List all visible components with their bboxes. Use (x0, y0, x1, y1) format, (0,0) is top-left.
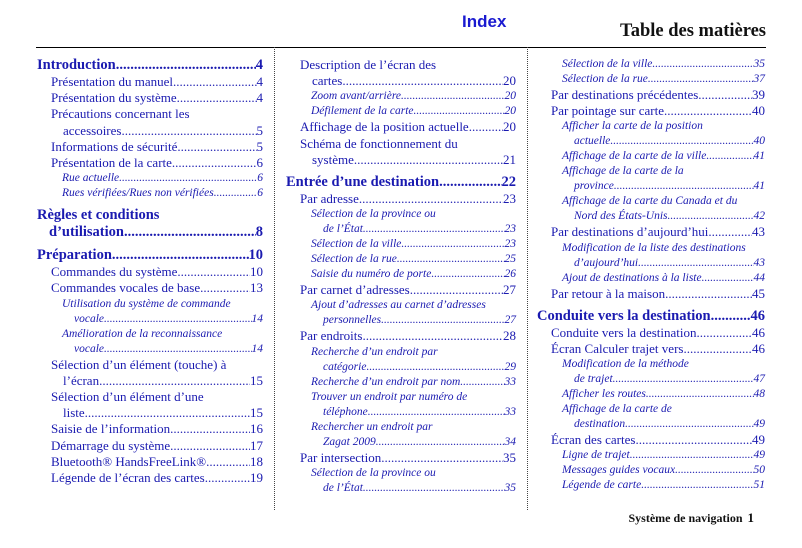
toc-entry[interactable] (37, 389, 263, 405)
toc-page-number: 27 (504, 314, 516, 327)
header-rule (36, 47, 766, 48)
toc-page-number: 27 (503, 282, 516, 298)
dot-leader (362, 328, 503, 344)
dot-leader (354, 152, 503, 168)
toc-subentry[interactable] (286, 298, 516, 313)
toc-entry-title: Saisie du numéro de porte (311, 268, 432, 281)
toc-entry[interactable] (537, 286, 765, 302)
toc-page-number: 14 (251, 342, 263, 355)
dot-leader (675, 463, 753, 478)
toc-entry[interactable] (537, 224, 765, 240)
toc-subentry[interactable] (537, 448, 765, 463)
toc-entry-title: province (574, 180, 614, 193)
toc-entry-title: Rues vérifiées/Rues non vérifiées (62, 187, 214, 200)
dot-leader (368, 405, 505, 420)
toc-entry-title: Par destinations précédentes (551, 87, 699, 102)
toc-subentry[interactable] (537, 256, 765, 271)
toc-entry-title: Zoom avant/arrière (311, 90, 401, 103)
dot-leader (641, 478, 753, 493)
toc-subentry[interactable] (537, 149, 765, 164)
page-title: Table des matières (620, 21, 766, 41)
dot-leader (170, 438, 250, 454)
toc-subentry[interactable] (286, 207, 516, 222)
toc-entry-title: Règles et conditions (37, 207, 160, 224)
toc-subentry[interactable] (537, 357, 765, 372)
toc-entry-title: Affichage de la position actuelle (300, 119, 469, 135)
toc-entry-title: Afficher la carte de la position (562, 120, 703, 133)
dot-leader (214, 186, 258, 201)
toc-subentry[interactable] (37, 171, 263, 186)
toc-page-number: 46 (752, 324, 765, 340)
toc-page-number: 41 (753, 180, 765, 193)
toc-entry[interactable] (537, 432, 765, 448)
toc-entry[interactable] (286, 73, 516, 89)
dot-leader (124, 224, 256, 241)
toc-entry-title: Conduite vers la destination (551, 324, 697, 340)
toc-subentry[interactable] (537, 57, 765, 72)
dot-leader (614, 179, 754, 194)
toc-section-heading[interactable] (537, 308, 765, 325)
toc-page-number: 5 (256, 138, 263, 154)
dot-leader (460, 375, 504, 390)
dot-leader (683, 341, 752, 357)
toc-subentry[interactable] (537, 271, 765, 286)
toc-entry[interactable] (537, 103, 765, 119)
toc-entry-title: Schéma de fonctionnement du (300, 135, 458, 151)
toc-subentry[interactable] (286, 222, 516, 237)
dot-leader (646, 387, 754, 402)
toc-page-number: 10 (248, 247, 263, 264)
toc-entry[interactable] (286, 282, 516, 298)
dot-leader (172, 155, 257, 171)
toc-page-number: 20 (503, 73, 516, 89)
toc-entry-title: Conduite vers la destination (537, 307, 711, 324)
toc-subentry[interactable] (537, 179, 765, 194)
toc-entry-title: actuelle (574, 135, 611, 148)
toc-entry-title: de trajet (574, 373, 613, 386)
toc-section-heading[interactable] (37, 224, 263, 241)
dot-leader (414, 104, 505, 119)
toc-page-number: 17 (250, 437, 263, 453)
toc-subentry[interactable] (537, 72, 765, 87)
toc-subentry[interactable] (37, 297, 263, 312)
toc-entry-title: Commandes vocales de base (51, 280, 201, 296)
toc-page-number: 28 (503, 328, 516, 344)
toc-subentry[interactable] (286, 375, 516, 390)
toc-entry-title: Amélioration de la reconnaissance (62, 327, 223, 340)
dot-leader (342, 73, 503, 89)
toc-page-number: 39 (752, 87, 765, 102)
toc-entry[interactable] (286, 57, 516, 73)
toc-page-number: 51 (753, 479, 765, 492)
toc-page-number: 15 (250, 405, 263, 421)
toc-page-number: 50 (753, 464, 765, 477)
toc-entry[interactable] (37, 357, 263, 373)
toc-entry-title: Modification de la méthode (562, 358, 689, 371)
toc-entry-title: Écran des cartes (551, 432, 636, 448)
dot-leader (363, 222, 505, 237)
toc-subentry[interactable] (537, 119, 765, 134)
toc-page-number: 10 (250, 264, 263, 280)
footer (629, 510, 755, 526)
toc-subentry[interactable] (286, 466, 516, 481)
toc-entry-title: d’aujourd’hui (574, 256, 639, 269)
toc-entry-title: catégorie (323, 360, 367, 373)
toc-page-number: 4 (256, 90, 263, 106)
toc-entry[interactable] (37, 90, 263, 106)
toc-subentry[interactable] (37, 327, 263, 342)
toc-entry[interactable] (286, 450, 516, 466)
toc-column-2 (286, 57, 516, 496)
dot-leader (381, 450, 503, 466)
toc-entry-title: Recherche d’un endroit par nom (311, 375, 461, 388)
toc-entry[interactable] (286, 328, 516, 344)
toc-subentry[interactable] (537, 134, 765, 149)
toc-page-number: 20 (504, 105, 516, 118)
dot-leader (177, 264, 250, 280)
toc-section-heading[interactable] (37, 207, 263, 224)
toc-subentry[interactable] (537, 194, 765, 209)
toc-entry-title: Commandes du système (51, 264, 178, 280)
toc-entry[interactable] (37, 438, 263, 454)
toc-column-1 (37, 57, 263, 486)
toc-entry-title: Bluetooth® HandsFreeLink® (51, 453, 207, 469)
toc-entry-title: Sélection de la rue (562, 73, 648, 85)
toc-page-number: 20 (503, 119, 516, 135)
toc-page-number: 19 (250, 470, 263, 486)
toc-page-number: 37 (753, 73, 765, 85)
dot-leader (363, 481, 505, 496)
column-divider (274, 47, 275, 510)
toc-subentry[interactable] (537, 164, 765, 179)
toc-page-number: 46 (752, 341, 765, 357)
toc-subentry[interactable] (537, 372, 765, 387)
toc-entry-title: téléphone (323, 405, 368, 418)
toc-entry-title: Recherche d’un endroit par (311, 345, 438, 358)
dot-leader (116, 57, 256, 74)
toc-subentry[interactable] (286, 237, 516, 252)
toc-entry-title: Préparation (37, 247, 112, 264)
dot-leader (613, 372, 754, 387)
toc-entry-title: Trouver un endroit par numéro de (311, 390, 468, 403)
toc-entry-title: Sélection de la ville (311, 238, 402, 251)
toc-entry[interactable] (37, 405, 263, 421)
toc-subentry[interactable] (537, 402, 765, 417)
toc-entry-title: Informations de sécurité (51, 138, 178, 154)
dot-leader (635, 432, 752, 448)
dot-leader (381, 313, 504, 328)
toc-entry-title: Entrée d’une destination (286, 174, 440, 191)
toc-entry-title: vocale (74, 312, 105, 325)
toc-entry-title: Description de l’écran des (300, 57, 437, 72)
toc-page-number: 23 (503, 191, 516, 207)
dot-leader (119, 171, 257, 186)
toc-page-number: 25 (504, 253, 516, 266)
toc-entry-title: Sélection de la province ou (311, 208, 436, 221)
dot-leader (469, 119, 503, 135)
toc-entry-title: Par carnet d’adresses (300, 282, 410, 298)
toc-entry-title: Saisie de l’information (51, 421, 171, 437)
toc-entry-title: de l’État (323, 481, 363, 494)
dot-leader (668, 209, 754, 224)
toc-entry-title: Par pointage sur carte (551, 103, 664, 119)
toc-entry[interactable] (537, 87, 765, 103)
toc-entry-title: Défilement de la carte (311, 105, 414, 118)
toc-entry-title: Zagat 2009 (323, 435, 376, 448)
dot-leader (177, 139, 256, 155)
toc-page-number: 8 (255, 224, 263, 241)
toc-page-number: 48 (753, 388, 765, 401)
toc-page-number: 43 (753, 256, 765, 269)
toc-entry[interactable] (37, 123, 263, 139)
toc-entry[interactable] (286, 191, 516, 207)
page-number: 1 (747, 510, 754, 525)
toc-entry-title: destination (574, 418, 626, 431)
toc-subentry[interactable] (37, 312, 263, 327)
toc-page-number: 49 (753, 449, 765, 462)
toc-page-number: 13 (250, 280, 263, 296)
dot-leader (401, 89, 505, 104)
toc-page-number: 26 (504, 268, 516, 281)
toc-entry-title: d’utilisation (49, 224, 124, 241)
dot-leader (630, 448, 754, 463)
toc-page-number: 4 (256, 74, 263, 89)
toc-subentry[interactable] (286, 252, 516, 267)
toc-entry-title: Par endroits (300, 328, 363, 344)
toc-page-number: 16 (250, 421, 263, 437)
dot-leader (665, 286, 752, 302)
toc-page-number: 47 (753, 373, 765, 386)
toc-entry-title: Affichage de la carte de la ville (562, 150, 707, 163)
toc-entry-title: Par destinations d’aujourd’hui (551, 224, 709, 240)
toc-page-number: 33 (504, 405, 516, 418)
toc-entry-title: Présentation de la carte (51, 155, 172, 171)
dot-leader (397, 252, 505, 267)
toc-entry[interactable] (37, 106, 263, 122)
toc-page-number: 34 (504, 435, 516, 448)
toc-subentry[interactable] (537, 463, 765, 478)
dot-leader (697, 325, 752, 341)
dot-leader (401, 237, 504, 252)
toc-entry-title: Affichage de la carte de (562, 403, 672, 416)
toc-page-number: 40 (752, 103, 765, 119)
toc-page-number: 23 (504, 238, 516, 251)
toc-entry[interactable] (37, 280, 263, 296)
toc-subentry[interactable] (286, 89, 516, 104)
index-link[interactable]: Index (462, 12, 507, 31)
toc-page-number: 14 (251, 312, 263, 325)
dot-leader (625, 417, 753, 432)
toc-entry[interactable] (537, 341, 765, 357)
toc-entry-title: Modification de la liste des destinations (562, 241, 746, 254)
toc-page-number: 6 (257, 172, 263, 185)
toc-entry-title: Rechercher un endroit par (311, 420, 433, 433)
toc-entry-title: Par intersection (300, 449, 382, 465)
toc-page-number: 41 (753, 150, 765, 163)
toc-subentry[interactable] (286, 435, 516, 450)
toc-entry-title: Ajout de destinations à la liste (562, 271, 702, 284)
dot-leader (431, 267, 504, 282)
dot-leader (706, 149, 753, 164)
toc-entry-title: Sélection d’un élément d’une (51, 389, 204, 405)
toc-page-number: 21 (503, 151, 516, 167)
toc-page-number: 6 (257, 187, 263, 200)
toc-entry-title: Démarrage du système (51, 437, 171, 453)
dot-leader (698, 87, 752, 103)
toc-subentry[interactable] (537, 241, 765, 256)
footer-label: Système de navigation (628, 511, 743, 525)
toc-entry[interactable] (286, 136, 516, 152)
toc-page-number: 49 (753, 418, 765, 431)
toc-page-number: 35 (503, 449, 516, 465)
toc-entry-title: Messages guides vocaux (562, 464, 676, 477)
toc-entry-title: Sélection d’un élément (touche) à (51, 356, 227, 372)
toc-subentry[interactable] (286, 345, 516, 360)
toc-page-number: 49 (752, 432, 765, 448)
dot-leader (170, 421, 250, 437)
toc-subentry[interactable] (286, 390, 516, 405)
toc-page-number: 43 (752, 224, 765, 240)
toc-page-number: 23 (504, 223, 516, 236)
toc-page-number: 5 (256, 122, 263, 138)
toc-subentry[interactable] (286, 420, 516, 435)
toc-page-number: 15 (250, 372, 263, 388)
toc-subentry[interactable] (286, 267, 516, 282)
toc-entry[interactable] (37, 139, 263, 155)
toc-entry-title: liste (63, 405, 85, 421)
toc-entry-title: Présentation du manuel (51, 74, 174, 89)
toc-entry-title: Introduction (37, 57, 116, 73)
dot-leader (99, 373, 250, 389)
toc-entry-title: système (312, 151, 354, 167)
toc-entry-title: cartes (312, 73, 343, 89)
toc-entry[interactable] (286, 119, 516, 135)
dot-leader (376, 435, 505, 450)
toc-section-heading[interactable] (37, 57, 263, 74)
toc-entry-title: Sélection de la rue (311, 253, 397, 266)
toc-subentry[interactable] (37, 186, 263, 201)
toc-page-number: 44 (753, 271, 765, 284)
dot-leader (121, 123, 256, 139)
toc-subentry[interactable] (286, 360, 516, 375)
dot-leader (648, 72, 754, 87)
dot-leader (104, 312, 251, 327)
toc-page-number: 6 (256, 155, 263, 171)
toc-section-heading[interactable] (37, 247, 263, 264)
toc-entry-title: Affichage de la carte de la (562, 165, 684, 178)
dot-leader (205, 470, 250, 486)
toc-entry[interactable] (537, 325, 765, 341)
toc-subentry[interactable] (37, 342, 263, 357)
toc-page-number: 4 (255, 57, 263, 73)
dot-leader (439, 174, 501, 191)
toc-entry-title: l’écran (63, 372, 100, 388)
toc-entry-title: personnelles (323, 314, 382, 327)
toc-entry-title: de l’État (323, 223, 363, 236)
toc-entry[interactable] (286, 152, 516, 168)
toc-page-number: 35 (504, 481, 516, 494)
toc-subentry[interactable] (286, 405, 516, 420)
toc-page-number: 20 (504, 90, 516, 103)
toc-subentry[interactable] (537, 478, 765, 493)
toc-subentry[interactable] (537, 387, 765, 402)
toc-entry[interactable] (37, 421, 263, 437)
toc-entry[interactable] (37, 74, 263, 90)
toc-page-number: 45 (752, 285, 765, 301)
toc-entry-title: Afficher les routes (562, 388, 646, 401)
toc-entry[interactable] (37, 373, 263, 389)
toc-entry[interactable] (37, 454, 263, 470)
toc-entry-title: Légende de carte (562, 479, 642, 492)
toc-entry-title: Par adresse (300, 191, 359, 207)
toc-page-number: 42 (753, 210, 765, 223)
toc-subentry[interactable] (286, 104, 516, 119)
toc-entry-title: Présentation du système (51, 90, 177, 106)
dot-leader (708, 224, 752, 240)
toc-entry-title: Par retour à la maison (551, 285, 666, 301)
dot-leader (173, 74, 256, 90)
toc-subentry[interactable] (286, 481, 516, 496)
toc-page-number: 40 (753, 135, 765, 148)
toc-subentry[interactable] (537, 417, 765, 432)
dot-leader (664, 103, 752, 119)
dot-leader (112, 247, 249, 264)
dot-leader (200, 280, 250, 296)
toc-page-number: 46 (750, 307, 765, 324)
dot-leader (652, 57, 753, 72)
dot-leader (610, 134, 753, 149)
toc-entry[interactable] (37, 155, 263, 171)
toc-entry[interactable] (37, 264, 263, 280)
toc-entry-title: Ajout d’adresses au carnet d’adresses (311, 299, 486, 312)
dot-leader (702, 271, 754, 286)
toc-entry-title: Écran Calculer trajet vers (551, 341, 684, 357)
toc-entry-title: Rue actuelle (62, 172, 120, 185)
column-divider (527, 47, 528, 510)
dot-leader (711, 308, 751, 325)
toc-entry-title: Ligne de trajet (562, 449, 630, 462)
toc-entry-title: Précautions concernant les (51, 106, 190, 122)
toc-column-3 (537, 57, 765, 493)
toc-entry[interactable] (37, 470, 263, 486)
toc-page-number: 18 (250, 453, 263, 469)
dot-leader (359, 191, 503, 207)
dot-leader (85, 405, 250, 421)
toc-page-number: 22 (501, 174, 516, 191)
toc-entry-title: Sélection de la province ou (311, 466, 436, 479)
dot-leader (366, 360, 504, 375)
toc-entry-title: accessoires (63, 122, 122, 138)
toc-subentry[interactable] (537, 209, 765, 224)
toc-entry-title: Nord des États-Unis (574, 210, 668, 223)
toc-entry-title: Affichage de la carte du Canada et du (562, 195, 738, 208)
dot-leader (638, 256, 753, 271)
toc-entry-title: Utilisation du système de commande (62, 297, 231, 310)
dot-leader (177, 90, 257, 106)
toc-entry-title: vocale (74, 342, 105, 355)
dot-leader (206, 454, 250, 470)
toc-entry-title: Sélection de la ville (562, 58, 653, 70)
toc-subentry[interactable] (286, 313, 516, 328)
dot-leader (410, 282, 503, 298)
toc-page-number: 35 (753, 58, 765, 70)
toc-page-number: 33 (504, 375, 516, 388)
dot-leader (104, 342, 251, 357)
toc-page-number: 29 (504, 360, 516, 373)
toc-entry-title: Légende de l’écran des cartes (51, 470, 205, 486)
toc-section-heading[interactable] (286, 174, 516, 191)
